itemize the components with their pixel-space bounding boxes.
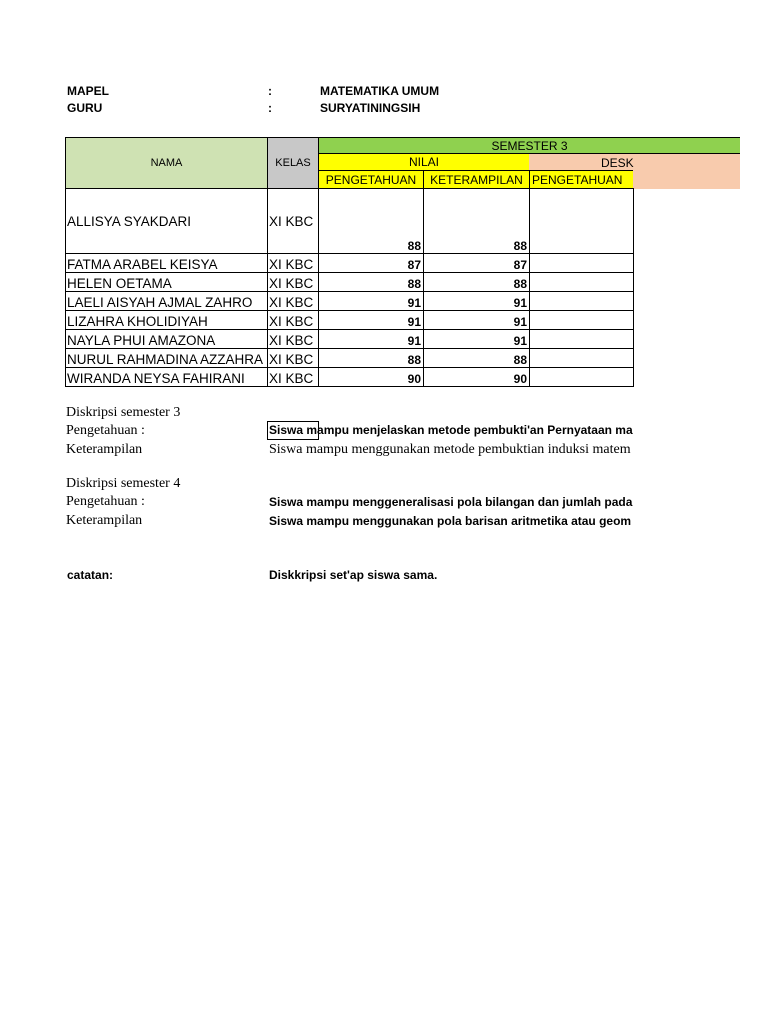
header-nama: NAMA — [65, 137, 268, 189]
row-7-deskripsi — [529, 348, 634, 368]
desc4-peng-label: Pengetahuan : — [66, 494, 145, 509]
row-4-kelas: XI KBC — [267, 291, 319, 311]
header-keterampilan: KETERAMPILAN — [423, 170, 530, 189]
header-semester: SEMESTER 3 — [318, 137, 740, 154]
row-3-kelas: XI KBC — [267, 272, 319, 292]
row-7-kelas: XI KBC — [267, 348, 319, 368]
row-8-nama: WIRANDA NEYSA FAHIRANI — [65, 367, 268, 387]
row-4-nama: LAELI AISYAH AJMAL ZAHRO — [65, 291, 268, 311]
row-3-keterampilan: 88 — [423, 272, 530, 292]
header-nilai: NILAI — [318, 153, 530, 171]
header-desk-fill — [633, 170, 740, 189]
note-text: Diskkripsi set'ap siswa sama. — [269, 568, 438, 582]
row-7-nama: NURUL RAHMADINA AZZAHRA — [65, 348, 268, 368]
mapel-label: MAPEL — [67, 84, 109, 98]
desc3-peng-label: Pengetahuan : — [66, 423, 145, 438]
guru-colon: : — [268, 101, 272, 115]
row-8-deskripsi — [529, 367, 634, 387]
row-6-kelas: XI KBC — [267, 329, 319, 349]
row-2-kelas: XI KBC — [267, 253, 319, 273]
row-5-nama: LIZAHRA KHOLIDIYAH — [65, 310, 268, 330]
row-6-deskripsi — [529, 329, 634, 349]
row-6-nama: NAYLA PHUI AMAZONA — [65, 329, 268, 349]
row-1-deskripsi — [529, 188, 634, 254]
row-1-pengetahuan: 88 — [318, 188, 424, 254]
row-1-kelas: XI KBC — [267, 188, 319, 254]
guru-label: GURU — [67, 101, 103, 115]
mapel-colon: : — [268, 84, 272, 98]
desc3-title: Diskripsi semester 3 — [66, 405, 181, 420]
row-2-pengetahuan: 87 — [318, 253, 424, 273]
desc4-peng-text: Siswa mampu menggeneralisasi pola bilangan dan jumlah pada — [269, 495, 633, 509]
row-4-pengetahuan: 91 — [318, 291, 424, 311]
row-3-pengetahuan: 88 — [318, 272, 424, 292]
row-3-deskripsi — [529, 272, 634, 292]
row-5-pengetahuan: 91 — [318, 310, 424, 330]
row-8-pengetahuan: 90 — [318, 367, 424, 387]
row-7-keterampilan: 88 — [423, 348, 530, 368]
desc4-ket-label: Keterampilan — [66, 513, 143, 528]
row-1-keterampilan: 88 — [423, 188, 530, 254]
guru-value: SURYATININGSIH — [320, 101, 421, 115]
header-pengetahuan: PENGETAHUAN — [318, 170, 424, 189]
row-1-nama: ALLISYA SYAKDARI — [65, 188, 268, 254]
row-2-nama: FATMA ARABEL KEISYA — [65, 253, 268, 273]
row-8-kelas: XI KBC — [267, 367, 319, 387]
row-8-keterampilan: 90 — [423, 367, 530, 387]
header-kelas: KELAS — [267, 137, 319, 189]
row-5-deskripsi — [529, 310, 634, 330]
row-3-nama: HELEN OETAMA — [65, 272, 268, 292]
note-label: catatan: — [67, 568, 114, 582]
row-6-pengetahuan: 91 — [318, 329, 424, 349]
row-4-deskripsi — [529, 291, 634, 311]
header-desk: DESK — [529, 153, 740, 171]
row-7-pengetahuan: 88 — [318, 348, 424, 368]
row-6-keterampilan: 91 — [423, 329, 530, 349]
desc3-peng-text: Siswa mampu menjelaskan metode pembukti'an Pernyataan ma — [269, 423, 633, 437]
desc3-ket-text: Siswa mampu menggunakan metode pembuktian induksi matem — [269, 442, 631, 457]
row-5-kelas: XI KBC — [267, 310, 319, 330]
header-pengetahuan-desk: PENGETAHUAN — [529, 170, 634, 189]
row-2-deskripsi — [529, 253, 634, 273]
desc4-title: Diskripsi semester 4 — [66, 476, 181, 491]
row-4-keterampilan: 91 — [423, 291, 530, 311]
desc3-ket-label: Keterampilan — [66, 442, 143, 457]
row-2-keterampilan: 87 — [423, 253, 530, 273]
desc4-ket-text: Siswa mampu menggunakan pola barisan aritmetika atau geom — [269, 514, 632, 528]
mapel-value: MATEMATIKA UMUM — [320, 84, 440, 98]
row-5-keterampilan: 91 — [423, 310, 530, 330]
